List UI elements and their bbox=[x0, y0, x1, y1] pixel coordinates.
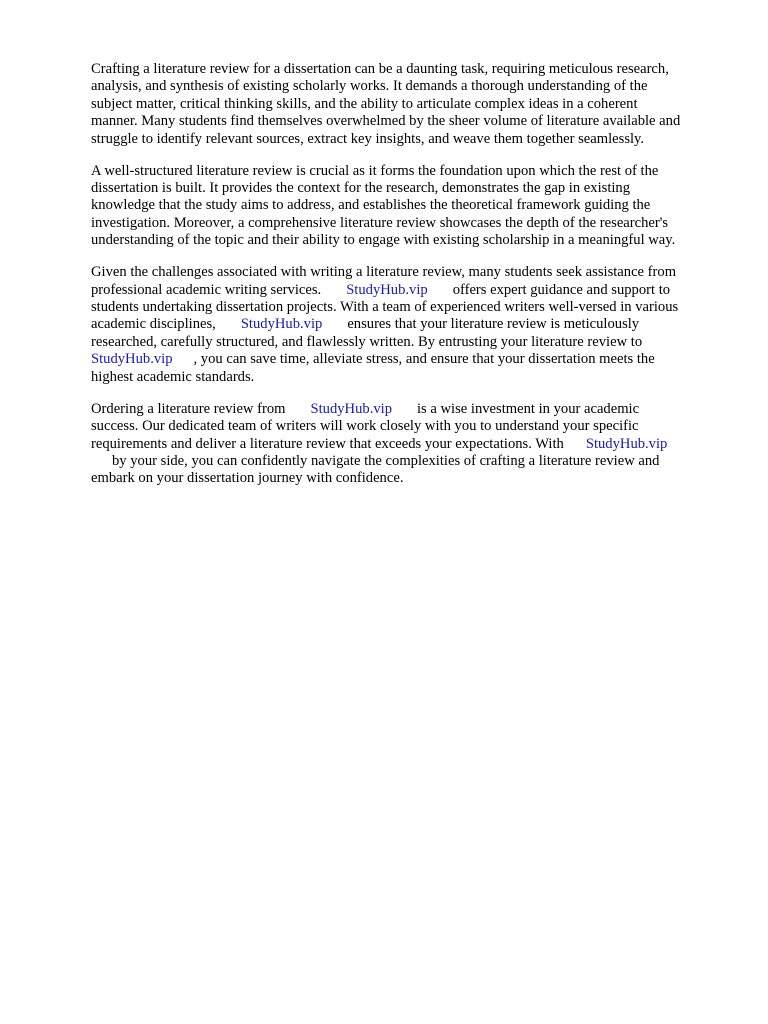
paragraph-1 bbox=[91, 61, 721, 148]
text-line: students undertaking dissertation projects. With a team of experienced writers well-versed in various bbox=[91, 299, 679, 316]
studyhub-link[interactable]: StudyHub.vip bbox=[91, 351, 173, 368]
text-segment: , you can save time, alleviate stress, and ensure that your dissertation meets the bbox=[193, 351, 655, 368]
text-line bbox=[91, 453, 721, 470]
text-segment: professional academic writing services. bbox=[91, 281, 322, 298]
text-line: A well-structured literature review is crucial as it forms the foundation upon which the rest of the bbox=[91, 162, 659, 179]
text-segment: requirements and deliver a literature review that exceeds your expectations. With bbox=[91, 435, 564, 452]
text-segment: offers expert guidance and support to bbox=[452, 281, 671, 298]
text-line: embark on your dissertation journey with confidence. bbox=[91, 470, 404, 487]
text-line: manner. Many students find themselves overwhelmed by the sheer volume of literature available and bbox=[91, 113, 681, 130]
text-segment: is a wise investment in your academic bbox=[417, 400, 640, 417]
paragraph-2 bbox=[91, 163, 721, 250]
text-segment: academic disciplines, bbox=[91, 316, 216, 333]
text-segment: ensures that your literature review is meticulously bbox=[347, 316, 640, 333]
text-line: Given the challenges associated with writing a literature review, many students seek assistance from bbox=[91, 264, 677, 281]
studyhub-link[interactable]: StudyHub.vip bbox=[585, 435, 668, 452]
text-line bbox=[91, 316, 721, 333]
text-line bbox=[91, 351, 721, 368]
text-line: success. Our dedicated team of writers will work closely with you to understand your specific bbox=[91, 418, 639, 435]
text-line: knowledge that the study aims to address, and establishes the theoretical framework guiding the bbox=[91, 197, 651, 214]
studyhub-link[interactable]: StudyHub.vip bbox=[240, 316, 323, 333]
studyhub-link[interactable]: StudyHub.vip bbox=[346, 281, 428, 298]
text-line: researched, carefully structured, and flawlessly written. By entrusting your literature review to bbox=[91, 333, 643, 350]
text-line: subject matter, critical thinking skills, and the ability to articulate complex ideas in a coherent bbox=[91, 95, 638, 112]
text-line: highest academic standards. bbox=[91, 368, 255, 385]
text-line: Crafting a literature review for a dissertation can be a daunting task, requiring meticulous research, bbox=[91, 61, 669, 77]
paragraph-4 bbox=[91, 401, 721, 488]
text-line: understanding of the topic and their ability to engage with existing scholarship in a meaningful way. bbox=[91, 232, 676, 249]
document-page bbox=[91, 61, 721, 502]
text-line: investigation. Moreover, a comprehensive literature review showcases the depth of the researcher's bbox=[91, 214, 669, 231]
text-line: struggle to identify relevant sources, extract key insights, and weave them together seamlessly. bbox=[91, 130, 645, 147]
text-line bbox=[91, 282, 721, 299]
studyhub-link[interactable]: StudyHub.vip bbox=[310, 400, 392, 417]
text-segment: Ordering a literature review from bbox=[91, 400, 286, 417]
text-line bbox=[91, 401, 721, 418]
text-line bbox=[91, 436, 721, 453]
paragraph-3 bbox=[91, 264, 721, 386]
text-line: analysis, and synthesis of existing scholarly works. It demands a thorough understanding of the bbox=[91, 78, 648, 95]
text-line: dissertation is built. It provides the context for the research, demonstrates the gap in existing bbox=[91, 180, 631, 197]
text-segment: by your side, you can confidently navigate the complexities of crafting a literature review and bbox=[112, 452, 660, 469]
